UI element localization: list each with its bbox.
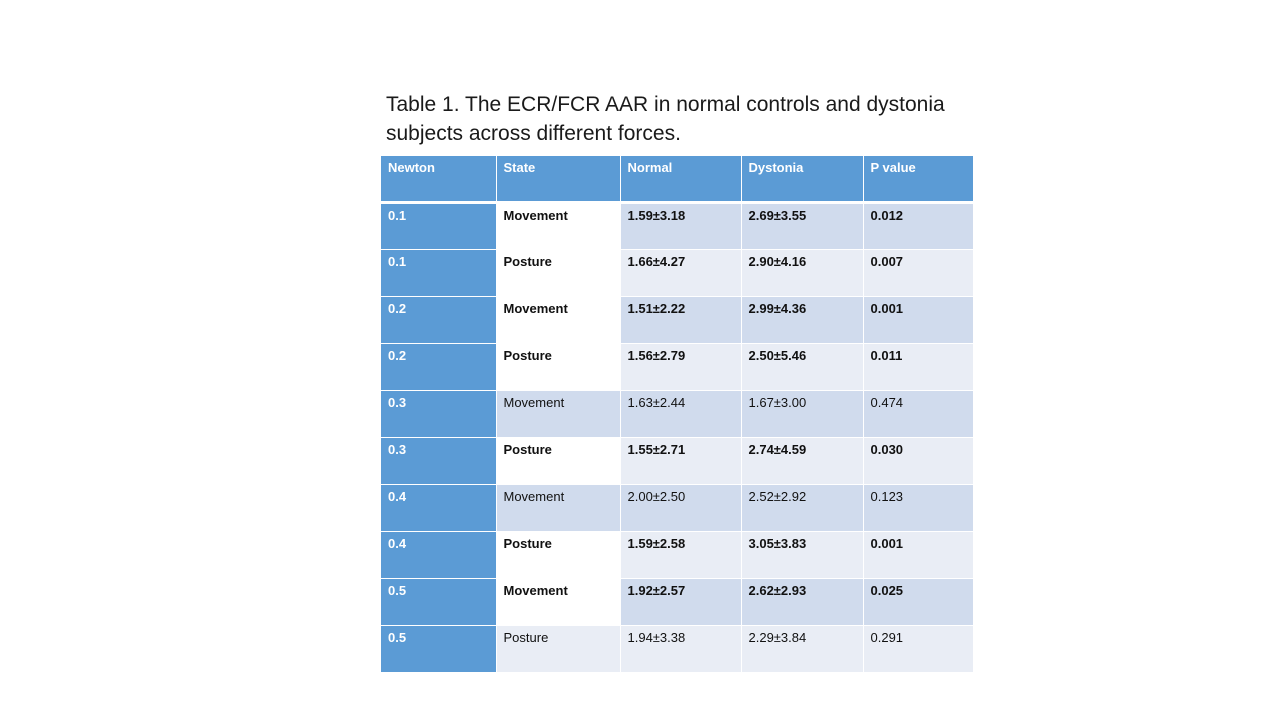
cell-dystonia: 2.29±3.84 xyxy=(741,625,863,672)
cell-state: Movement xyxy=(496,390,620,437)
cell-dystonia: 2.74±4.59 xyxy=(741,437,863,484)
cell-state: Movement xyxy=(496,202,620,249)
cell-dystonia: 1.67±3.00 xyxy=(741,390,863,437)
table-row xyxy=(381,343,973,390)
table-body xyxy=(381,202,973,672)
cell-p-value: 0.291 xyxy=(863,625,973,672)
cell-newton: 0.5 xyxy=(381,578,496,625)
cell-state: Posture xyxy=(496,437,620,484)
table-row xyxy=(381,484,973,531)
table-row xyxy=(381,531,973,578)
cell-dystonia: 2.90±4.16 xyxy=(741,249,863,296)
header-p-value: P value xyxy=(863,156,973,202)
cell-dystonia: 2.50±5.46 xyxy=(741,343,863,390)
cell-p-value: 0.123 xyxy=(863,484,973,531)
cell-p-value: 0.030 xyxy=(863,437,973,484)
table-row xyxy=(381,202,973,249)
header-newton: Newton xyxy=(381,156,496,202)
cell-normal: 1.51±2.22 xyxy=(620,296,741,343)
cell-dystonia: 2.69±3.55 xyxy=(741,202,863,249)
cell-normal: 1.59±2.58 xyxy=(620,531,741,578)
cell-normal: 2.00±2.50 xyxy=(620,484,741,531)
aar-table xyxy=(381,156,973,673)
cell-dystonia: 2.52±2.92 xyxy=(741,484,863,531)
table-row xyxy=(381,437,973,484)
cell-p-value: 0.001 xyxy=(863,296,973,343)
cell-p-value: 0.025 xyxy=(863,578,973,625)
cell-normal: 1.94±3.38 xyxy=(620,625,741,672)
cell-newton: 0.3 xyxy=(381,437,496,484)
cell-state: Posture xyxy=(496,625,620,672)
cell-normal: 1.55±2.71 xyxy=(620,437,741,484)
cell-state: Posture xyxy=(496,343,620,390)
cell-normal: 1.59±3.18 xyxy=(620,202,741,249)
cell-state: Movement xyxy=(496,296,620,343)
table-row xyxy=(381,296,973,343)
table-row xyxy=(381,249,973,296)
cell-newton: 0.4 xyxy=(381,531,496,578)
cell-state: Posture xyxy=(496,249,620,296)
table-row xyxy=(381,625,973,672)
header-dystonia: Dystonia xyxy=(741,156,863,202)
table-header-row xyxy=(381,156,973,202)
header-state: State xyxy=(496,156,620,202)
cell-newton: 0.5 xyxy=(381,625,496,672)
cell-newton: 0.2 xyxy=(381,343,496,390)
cell-newton: 0.4 xyxy=(381,484,496,531)
table-row xyxy=(381,578,973,625)
cell-normal: 1.66±4.27 xyxy=(620,249,741,296)
cell-dystonia: 3.05±3.83 xyxy=(741,531,863,578)
cell-p-value: 0.011 xyxy=(863,343,973,390)
cell-normal: 1.63±2.44 xyxy=(620,390,741,437)
cell-p-value: 0.001 xyxy=(863,531,973,578)
table-row xyxy=(381,390,973,437)
caption-line-1: Table 1. The ECR/FCR AAR in normal controls and dystonia xyxy=(386,93,945,116)
cell-p-value: 0.012 xyxy=(863,202,973,249)
cell-normal: 1.56±2.79 xyxy=(620,343,741,390)
header-normal: Normal xyxy=(620,156,741,202)
cell-state: Movement xyxy=(496,578,620,625)
cell-newton: 0.1 xyxy=(381,202,496,249)
cell-newton: 0.2 xyxy=(381,296,496,343)
table-caption xyxy=(386,90,986,148)
cell-newton: 0.3 xyxy=(381,390,496,437)
caption-line-2: subjects across different forces. xyxy=(386,122,681,145)
cell-p-value: 0.007 xyxy=(863,249,973,296)
cell-dystonia: 2.62±2.93 xyxy=(741,578,863,625)
cell-dystonia: 2.99±4.36 xyxy=(741,296,863,343)
cell-state: Posture xyxy=(496,531,620,578)
cell-normal: 1.92±2.57 xyxy=(620,578,741,625)
cell-newton: 0.1 xyxy=(381,249,496,296)
cell-state: Movement xyxy=(496,484,620,531)
cell-p-value: 0.474 xyxy=(863,390,973,437)
